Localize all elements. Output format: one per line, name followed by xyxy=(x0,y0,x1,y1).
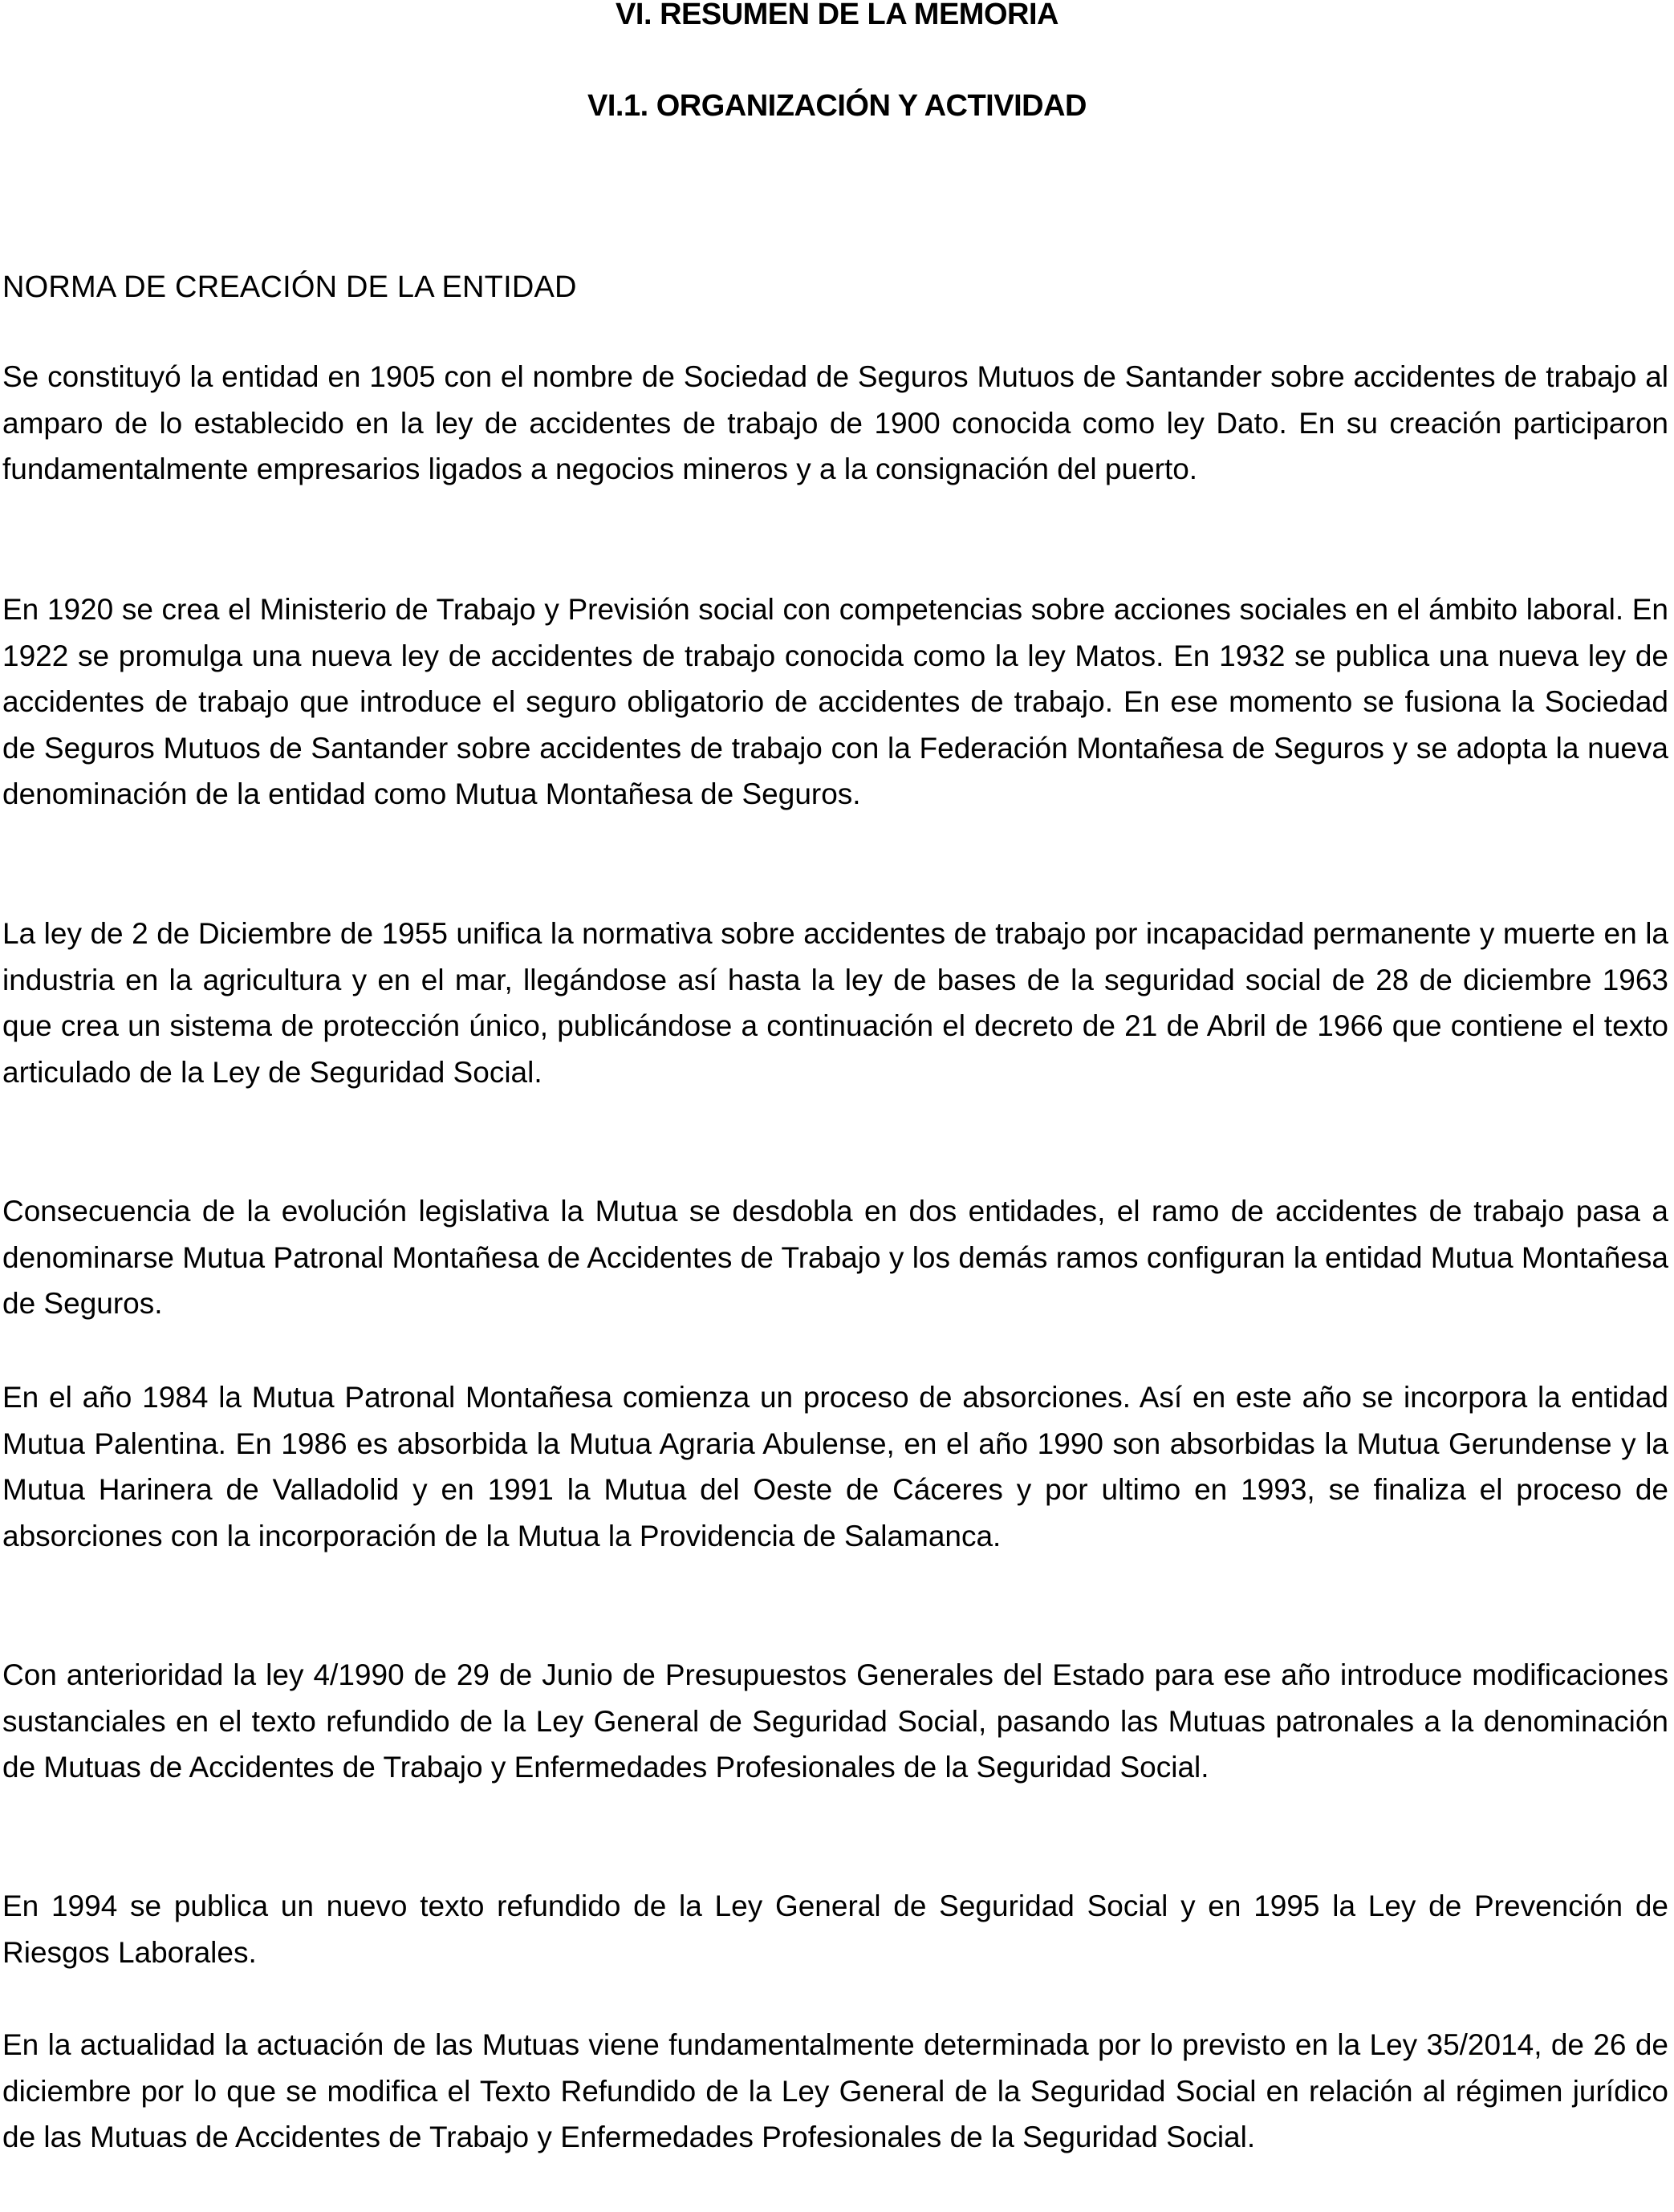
subsection-heading: NORMA DE CREACIÓN DE LA ENTIDAD xyxy=(2,270,577,304)
paragraph-7: En 1994 se publica un nuevo texto refundido de la Ley General de Seguridad Social y en 1995 la Ley de Prevención de Riesgos Laborales. xyxy=(2,1889,1668,1969)
section-title: VI.1. ORGANIZACIÓN Y ACTIVIDAD xyxy=(587,89,1087,123)
document-title: VI. RESUMEN DE LA MEMORIA xyxy=(616,0,1058,31)
paragraph-2: En 1920 se crea el Ministerio de Trabajo y Previsión social con competencias sobre acciones sociales en el ámbito laboral. En 1922 se promulga una nueva ley de accidentes de trabajo conocida como la ley Matos. En 1932 se publica una nueva ley de accidentes de trabajo que introduce el seguro obligatorio de accidentes de trabajo. En ese momento se fusiona la Sociedad de Seguros Mutuos de Santander sobre accidentes de trabajo con la Federación Montañesa de Seguros y se adopta la nueva denominación de la entidad como Mutua Montañesa de Seguros. xyxy=(2,593,1668,810)
paragraph-5: En el año 1984 la Mutua Patronal Montañesa comienza un proceso de absorciones. Así en este año se incorpora la entidad Mutua Palentina. En 1986 es absorbida la Mutua Agraria Abulense, en el año 1990 son absorbidas la Mutua Gerundense y la Mutua Harinera de Valladolid y en 1991 la Mutua del Oeste de Cáceres y por ultimo en 1993, se finaliza el proceso de absorciones con la incorporación de la Mutua la Providencia de Salamanca. xyxy=(2,1381,1668,1552)
paragraph-1: Se constituyó la entidad en 1905 con el nombre de Sociedad de Seguros Mutuos de Santander sobre accidentes de trabajo al amparo de lo establecido en la ley de accidentes de trabajo de 1900 conocida como ley Dato. En su creación participaron fundamentalmente empresarios ligados a negocios mineros y a la consignación del puerto. xyxy=(2,360,1668,485)
paragraph-8: En la actualidad la actuación de las Mutuas viene fundamentalmente determinada por lo previsto en la Ley 35/2014, de 26 de diciembre por lo que se modifica el Texto Refundido de la Ley General de la Seguridad Social en relación al régimen jurídico de las Mutuas de Accidentes de Trabajo y Enfermedades Profesionales de la Seguridad Social. xyxy=(2,2028,1668,2153)
paragraph-6: Con anterioridad la ley 4/1990 de 29 de Junio de Presupuestos Generales del Estado para ese año introduce modificaciones sustanciales en el texto refundido de la Ley General de Seguridad Social, pasando las Mutuas patronales a la denominación de Mutuas de Accidentes de Trabajo y Enfermedades Profesionales de la Seguridad Social. xyxy=(2,1658,1668,1784)
paragraph-4: Consecuencia de la evolución legislativa la Mutua se desdobla en dos entidades, el ramo de accidentes de trabajo pasa a denominarse Mutua Patronal Montañesa de Accidentes de Trabajo y los demás ramos configuran la entidad Mutua Montañesa de Seguros. xyxy=(2,1195,1668,1320)
paragraph-3: La ley de 2 de Diciembre de 1955 unifica la normativa sobre accidentes de trabajo por incapacidad permanente y muerte en la industria en la agricultura y en el mar, llegándose así hasta la ley de bases de la seguridad social de 28 de diciembre 1963 que crea un sistema de protección único, publicándose a continuación el decreto de 21 de Abril de 1966 que contiene el texto articulado de la Ley de Seguridad Social. xyxy=(2,917,1668,1089)
